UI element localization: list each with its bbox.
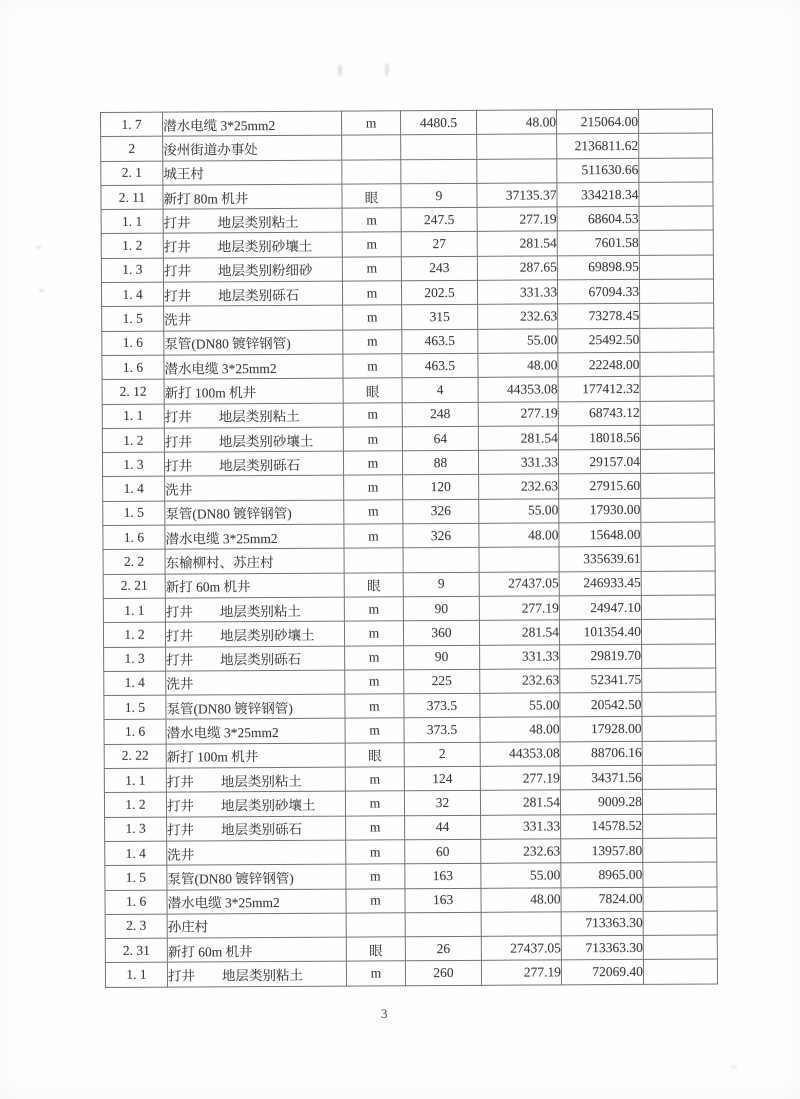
quantity: 248 <box>402 402 478 427</box>
table-row <box>101 230 713 258</box>
cost-table <box>100 108 718 987</box>
item-name: 潜水电缆 3*25mm2 <box>167 889 346 914</box>
unit-price <box>477 158 557 183</box>
row-no: 1. 1 <box>104 768 166 793</box>
row-no: 1. 4 <box>101 282 163 307</box>
unit-price: 277.19 <box>478 401 558 426</box>
amount: 24947.10 <box>559 595 641 620</box>
row-no: 1. 2 <box>104 792 166 817</box>
unit-price: 48.00 <box>480 717 560 742</box>
table-row <box>104 668 716 696</box>
unit-price: 27437.05 <box>481 936 561 961</box>
row-no: 2. 1 <box>101 161 163 186</box>
unit-price: 44353.08 <box>480 742 560 767</box>
blank-cell <box>639 206 713 231</box>
quantity: 247.5 <box>401 208 477 233</box>
unit-price: 331.33 <box>478 450 558 475</box>
table-row <box>103 571 715 599</box>
amount: 246933.45 <box>559 571 641 596</box>
table-row <box>102 328 714 356</box>
amount: 20542.50 <box>560 693 642 718</box>
item-name: 新打 100m 机井 <box>164 378 343 403</box>
quantity: 360 <box>403 621 479 646</box>
blank-cell <box>642 789 716 814</box>
amount: 14578.52 <box>561 814 643 839</box>
amount: 101354.40 <box>559 620 641 645</box>
quantity: 463.5 <box>402 353 478 378</box>
item-name: 东榆柳村、苏庄村 <box>165 548 344 573</box>
unit: 眼 <box>344 572 403 597</box>
item-name: 打井 地层类别粘土 <box>167 961 346 986</box>
blank-cell <box>638 109 712 134</box>
table-row <box>103 619 715 647</box>
quantity: 26 <box>405 936 481 961</box>
blank-cell <box>639 230 713 255</box>
amount: 7601.58 <box>557 231 639 256</box>
amount: 29157.04 <box>558 450 640 475</box>
blank-cell <box>642 716 716 741</box>
unit-price: 281.54 <box>478 426 558 451</box>
row-no: 1. 1 <box>103 598 165 623</box>
blank-cell <box>643 814 717 839</box>
item-name: 城王村 <box>163 160 342 185</box>
row-no: 1. 5 <box>103 501 165 526</box>
item-name: 打井 地层类别粘土 <box>165 597 344 622</box>
row-no: 1. 1 <box>105 963 167 988</box>
row-no: 2. 21 <box>103 574 165 599</box>
item-name: 打井 地层类别砾石 <box>163 281 342 306</box>
unit-price: 55.00 <box>479 499 559 524</box>
quantity: 225 <box>404 669 480 694</box>
quantity: 60 <box>405 839 481 864</box>
blank-cell <box>643 959 717 984</box>
row-no: 2. 2 <box>103 549 165 574</box>
quantity: 2 <box>404 742 480 767</box>
unit-price: 232.63 <box>480 669 560 694</box>
table-row <box>104 789 716 817</box>
amount: 215064.00 <box>556 109 638 134</box>
unit-price: 331.33 <box>480 644 560 669</box>
table-row <box>101 109 713 137</box>
blank-cell <box>642 765 716 790</box>
quantity <box>403 548 479 573</box>
quantity: 163 <box>405 864 481 889</box>
quantity: 243 <box>401 256 477 281</box>
quantity: 9 <box>403 572 479 597</box>
amount: 22248.00 <box>558 352 640 377</box>
row-no: 1. 6 <box>105 890 167 915</box>
unit: m <box>346 840 405 865</box>
unit-price: 331.33 <box>481 814 561 839</box>
blank-cell <box>640 376 714 401</box>
row-no: 2. 11 <box>101 185 163 210</box>
unit: m <box>343 451 402 476</box>
unit: m <box>344 500 403 525</box>
unit-price: 55.00 <box>480 693 560 718</box>
row-no: 2 <box>101 136 163 161</box>
item-name: 打井 地层类别砂壤土 <box>164 427 343 452</box>
unit: m <box>342 257 401 282</box>
amount: 67094.33 <box>557 279 639 304</box>
blank-cell <box>643 838 717 863</box>
row-no: 1. 6 <box>104 720 166 745</box>
unit-price: 37135.37 <box>477 183 557 208</box>
scan-speck <box>385 63 389 76</box>
blank-cell <box>641 546 715 571</box>
quantity: 120 <box>403 475 479 500</box>
table-row <box>101 206 713 234</box>
row-no: 1. 4 <box>104 671 166 696</box>
quantity: 373.5 <box>404 693 480 718</box>
amount: 177412.32 <box>558 377 640 402</box>
unit: 眼 <box>342 184 401 209</box>
amount: 88706.16 <box>560 741 642 766</box>
quantity: 315 <box>402 305 478 330</box>
table-row <box>103 498 715 526</box>
row-no: 1. 2 <box>103 622 165 647</box>
unit-price: 48.00 <box>481 887 561 912</box>
quantity <box>401 135 477 160</box>
table-row <box>103 595 715 623</box>
quantity: 90 <box>403 596 479 621</box>
unit: m <box>344 475 403 500</box>
unit: m <box>345 791 404 816</box>
unit: m <box>345 718 404 743</box>
quantity: 4 <box>402 378 478 403</box>
quantity: 4480.5 <box>400 110 476 135</box>
row-no: 1. 2 <box>101 234 163 259</box>
unit-price: 232.63 <box>478 304 558 329</box>
amount: 9009.28 <box>560 790 642 815</box>
blank-cell <box>642 692 716 717</box>
row-no: 1. 5 <box>104 695 166 720</box>
item-name: 潜水电缆 3*25mm2 <box>166 719 345 744</box>
row-no: 2. 22 <box>104 744 166 769</box>
quantity: 32 <box>404 791 480 816</box>
table-row <box>103 473 715 501</box>
item-name: 潜水电缆 3*25mm2 <box>163 111 342 136</box>
unit: m <box>345 694 404 719</box>
blank-cell <box>639 255 713 280</box>
unit-price: 55.00 <box>481 863 561 888</box>
unit: m <box>345 670 404 695</box>
unit: 眼 <box>345 742 404 767</box>
unit: m <box>346 815 405 840</box>
unit <box>344 548 403 573</box>
amount: 68743.12 <box>558 401 640 426</box>
item-name: 打井 地层类别砾石 <box>166 646 345 671</box>
item-name: 打井 地层类别砂壤土 <box>163 233 342 258</box>
item-name: 打井 地层类别砂壤土 <box>165 621 344 646</box>
item-name: 潜水电缆 3*25mm2 <box>164 354 343 379</box>
amount: 8965.00 <box>561 863 643 888</box>
blank-cell <box>643 911 717 936</box>
amount: 18018.56 <box>558 425 640 450</box>
blank-cell <box>643 862 717 887</box>
item-name: 洗井 <box>166 670 345 695</box>
quantity: 326 <box>403 523 479 548</box>
item-name: 打井 地层类别砾石 <box>167 816 346 841</box>
item-name: 孙庄村 <box>167 913 346 938</box>
blank-cell <box>639 133 713 158</box>
quantity: 202.5 <box>401 280 477 305</box>
item-name: 洗井 <box>167 840 346 865</box>
blank-cell <box>643 886 717 911</box>
row-no: 1. 3 <box>104 647 166 672</box>
item-name: 洗井 <box>164 305 343 330</box>
amount: 2136811.62 <box>557 134 639 159</box>
unit: m <box>345 645 404 670</box>
amount: 69898.95 <box>557 255 639 280</box>
amount: 713363.30 <box>561 911 643 936</box>
table-row <box>102 303 714 331</box>
amount: 25492.50 <box>558 328 640 353</box>
unit: 眼 <box>343 378 402 403</box>
unit-price: 277.19 <box>481 960 561 985</box>
unit: m <box>344 621 403 646</box>
unit-price: 331.33 <box>477 280 557 305</box>
amount: 17930.00 <box>559 498 641 523</box>
table-row <box>101 182 713 210</box>
scan-speck <box>338 64 342 76</box>
table-body <box>101 109 718 987</box>
item-name: 打井 地层类别粘土 <box>164 403 343 428</box>
blank-cell <box>639 279 713 304</box>
unit-price: 277.19 <box>479 596 559 621</box>
scan-speck <box>731 1065 737 1069</box>
quantity: 9 <box>401 183 477 208</box>
item-name: 洗井 <box>165 476 344 501</box>
blank-cell <box>642 741 716 766</box>
table-row <box>101 158 713 186</box>
blank-cell <box>640 449 714 474</box>
item-name: 打井 地层类别粘土 <box>163 208 342 233</box>
row-no: 2. 31 <box>105 938 167 963</box>
unit-price: 55.00 <box>478 329 558 354</box>
row-no: 1. 6 <box>102 355 164 380</box>
item-name: 新打 60m 机井 <box>167 937 346 962</box>
table-row <box>102 401 714 429</box>
blank-cell <box>639 158 713 183</box>
unit: m <box>343 402 402 427</box>
scan-speck <box>39 289 44 292</box>
row-no: 1. 5 <box>102 307 164 332</box>
amount: 52341.75 <box>560 668 642 693</box>
unit <box>342 159 401 184</box>
unit: m <box>344 524 403 549</box>
table-row <box>105 935 717 963</box>
row-no: 1. 2 <box>102 428 164 453</box>
table-row <box>103 522 715 550</box>
item-name: 泵管(DN80 镀锌钢管) <box>165 500 344 525</box>
unit-price: 232.63 <box>479 474 559 499</box>
unit: 眼 <box>346 937 405 962</box>
item-name: 潜水电缆 3*25mm2 <box>165 524 344 549</box>
cost-table-container <box>100 108 717 987</box>
item-name: 打井 地层类别砂壤土 <box>166 791 345 816</box>
unit: m <box>343 305 402 330</box>
item-name: 打井 地层类别砾石 <box>164 451 343 476</box>
scan-speck <box>36 246 41 249</box>
item-name: 新打 100m 机井 <box>166 743 345 768</box>
blank-cell <box>640 425 714 450</box>
unit-price: 48.00 <box>478 353 558 378</box>
blank-cell <box>641 522 715 547</box>
quantity: 373.5 <box>404 718 480 743</box>
blank-cell <box>641 498 715 523</box>
quantity: 88 <box>402 450 478 475</box>
unit-price: 277.19 <box>477 207 557 232</box>
unit: m <box>346 888 405 913</box>
row-no: 1. 3 <box>101 258 163 283</box>
table-row <box>105 838 717 866</box>
quantity: 64 <box>402 426 478 451</box>
table-row <box>102 352 714 380</box>
amount: 27915.60 <box>559 474 641 499</box>
row-no: 1. 3 <box>105 817 167 842</box>
table-row <box>105 911 717 939</box>
quantity: 44 <box>405 815 481 840</box>
unit-price <box>477 134 557 159</box>
item-name: 泵管(DN80 镀锌钢管) <box>167 864 346 889</box>
unit: m <box>342 232 401 257</box>
unit-price: 277.19 <box>480 766 560 791</box>
amount: 7824.00 <box>561 887 643 912</box>
table-row <box>103 546 715 574</box>
blank-cell <box>640 352 714 377</box>
row-no: 1. 6 <box>102 331 164 356</box>
row-no: 1. 3 <box>102 452 164 477</box>
item-name: 新打 60m 机井 <box>165 573 344 598</box>
unit: m <box>343 329 402 354</box>
row-no: 1. 5 <box>105 865 167 890</box>
unit-price: 281.54 <box>477 231 557 256</box>
unit-price <box>479 547 559 572</box>
blank-cell <box>641 571 715 596</box>
blank-cell <box>639 182 713 207</box>
unit-price: 44353.08 <box>478 377 558 402</box>
item-name: 打井 地层类别粘土 <box>166 767 345 792</box>
table-row <box>101 255 713 283</box>
unit: m <box>343 354 402 379</box>
unit-price: 48.00 <box>479 523 559 548</box>
unit: m <box>341 111 400 136</box>
table-row <box>102 425 714 453</box>
unit-price: 281.54 <box>479 620 559 645</box>
quantity: 27 <box>401 232 477 257</box>
unit-price: 281.54 <box>480 790 560 815</box>
table-row <box>105 814 717 842</box>
amount: 713363.30 <box>561 935 643 960</box>
quantity: 463.5 <box>402 329 478 354</box>
quantity: 260 <box>405 961 481 986</box>
blank-cell <box>640 328 714 353</box>
blank-cell <box>641 473 715 498</box>
unit-price: 48.00 <box>476 110 556 135</box>
table-row <box>102 449 714 477</box>
unit: m <box>342 208 401 233</box>
unit: m <box>346 961 405 986</box>
item-name: 浚州街道办事处 <box>163 135 342 160</box>
blank-cell <box>642 643 716 668</box>
item-name: 打井 地层类别粉细砂 <box>163 257 342 282</box>
amount: 511630.66 <box>557 158 639 183</box>
blank-cell <box>642 668 716 693</box>
table-row <box>104 643 716 671</box>
amount: 13957.80 <box>561 838 643 863</box>
amount: 15648.00 <box>559 522 641 547</box>
item-name: 新打 80m 机井 <box>163 184 342 209</box>
table-row <box>104 765 716 793</box>
row-no: 1. 6 <box>103 525 165 550</box>
unit-price: 287.65 <box>477 256 557 281</box>
amount: 17928.00 <box>560 717 642 742</box>
quantity: 124 <box>404 766 480 791</box>
blank-cell <box>641 595 715 620</box>
unit: m <box>344 597 403 622</box>
table-row <box>104 692 716 720</box>
quantity <box>401 159 477 184</box>
row-no: 1. 1 <box>101 209 163 234</box>
table-row <box>104 741 716 769</box>
table-row <box>101 133 713 161</box>
amount: 335639.61 <box>559 547 641 572</box>
row-no: 2. 12 <box>102 379 164 404</box>
unit: m <box>345 767 404 792</box>
blank-cell <box>641 619 715 644</box>
amount: 34371.56 <box>560 765 642 790</box>
row-no: 2. 3 <box>105 914 167 939</box>
row-no: 1. 4 <box>105 841 167 866</box>
item-name: 泵管(DN80 镀锌钢管) <box>166 694 345 719</box>
unit-price <box>481 912 561 937</box>
row-no: 1. 1 <box>102 404 164 429</box>
unit: m <box>343 427 402 452</box>
unit <box>342 135 401 160</box>
table-row <box>105 959 717 987</box>
amount: 334218.34 <box>557 182 639 207</box>
unit <box>346 913 405 938</box>
quantity: 326 <box>403 499 479 524</box>
item-name: 泵管(DN80 镀锌钢管) <box>164 330 343 355</box>
table-row <box>104 716 716 744</box>
row-no: 1. 7 <box>101 112 163 137</box>
unit: m <box>346 864 405 889</box>
row-no: 1. 4 <box>103 477 165 502</box>
quantity <box>405 912 481 937</box>
amount: 73278.45 <box>558 304 640 329</box>
table-row <box>105 862 717 890</box>
amount: 72069.40 <box>561 960 643 985</box>
table-row <box>105 886 717 914</box>
unit-price: 232.63 <box>481 839 561 864</box>
table-row <box>101 279 713 307</box>
quantity: 90 <box>404 645 480 670</box>
unit: m <box>342 281 401 306</box>
amount: 29819.70 <box>560 644 642 669</box>
amount: 68604.53 <box>557 207 639 232</box>
table-row <box>102 376 714 404</box>
blank-cell <box>640 401 714 426</box>
quantity: 163 <box>405 888 481 913</box>
unit-price: 27437.05 <box>479 572 559 597</box>
blank-cell <box>640 303 714 328</box>
page-number: 3 <box>381 1006 388 1021</box>
blank-cell <box>643 935 717 960</box>
